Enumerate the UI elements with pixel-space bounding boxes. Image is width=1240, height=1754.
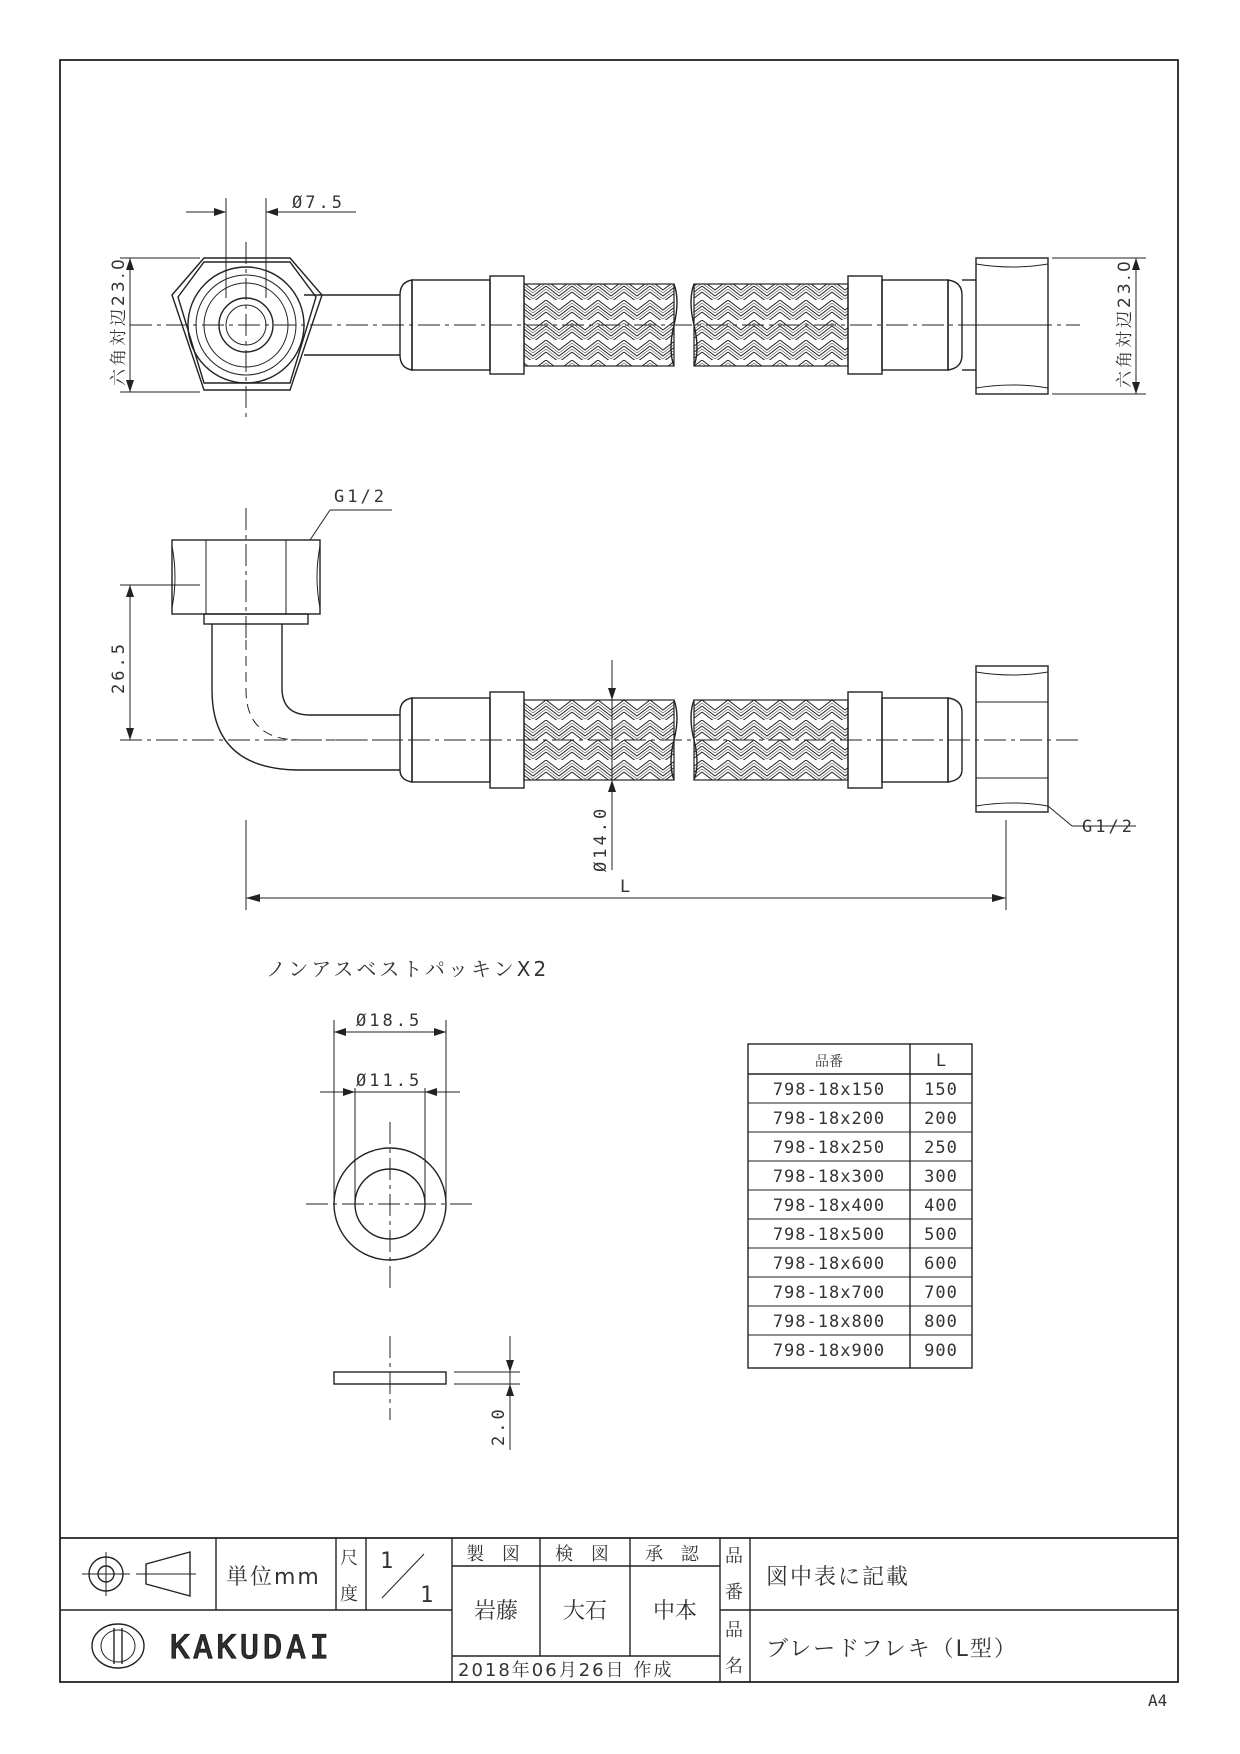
drawn-by: 岩藤 [473,1599,519,1624]
table-cell-part-no: 798-18x300 [772,1167,886,1187]
table-rows [773,1080,958,1361]
table-cell-length: 200 [924,1109,958,1129]
table-cell-part-no: 798-18x600 [772,1254,886,1274]
dim-thread-right: G1/2 [1082,817,1135,837]
part-name-label-1: 品 [725,1620,743,1641]
part-name: ブレードフレキ（L型） [766,1637,1018,1662]
kakudai-logo-icon [92,1624,144,1668]
table-cell-length: 900 [924,1341,958,1361]
approved-label: 承 認 [645,1544,705,1565]
scale-label-1: 尺 [340,1548,358,1569]
table-cell-part-no: 798-18x400 [772,1196,886,1216]
unit-label: 単位mm [226,1565,321,1590]
dim-thread-top: G1/2 [334,487,387,507]
table-cell-length: 150 [924,1080,958,1100]
dim-length: L [620,877,634,897]
dim-hose-dia: Ø14.0 [591,805,611,872]
dim-gasket-inner: Ø11.5 [356,1071,423,1091]
dim-hole-dia: Ø7.5 [292,193,345,213]
checked-label: 検 図 [555,1544,615,1565]
table-cell-part-no: 798-18x250 [772,1138,886,1158]
scale-label-2: 度 [340,1584,358,1605]
table-cell-part-no: 798-18x200 [772,1109,886,1129]
drawn-label: 製 図 [466,1544,526,1565]
part-no-label-1: 品 [725,1546,743,1567]
table-cell-part-no: 798-18x800 [772,1312,886,1332]
table-cell-part-no: 798-18x700 [772,1283,886,1303]
dim-hex-left: 六角対辺23.0 [109,256,129,386]
table-cell-part-no: 798-18x500 [772,1225,886,1245]
scale-den: 1 [420,1583,434,1608]
gasket-label: ノンアスベストパッキンX2 [266,957,550,981]
checked-by: 大石 [562,1599,608,1624]
table-cell-part-no: 798-18x900 [772,1341,886,1361]
approved-by: 中本 [652,1599,698,1624]
dim-gasket-thickness: 2.0 [489,1406,509,1446]
top-view [120,198,1146,418]
dim-hex-right: 六角対辺23.0 [1115,258,1135,388]
scale-num: 1 [380,1549,394,1574]
table-cell-length: 300 [924,1167,958,1187]
table-cell-length: 800 [924,1312,958,1332]
table-cell-length: 400 [924,1196,958,1216]
date-created: 2018年06月26日 作成 [458,1660,674,1681]
part-name-label-2: 名 [725,1656,743,1677]
table-cell-part-no: 798-18x150 [772,1080,886,1100]
table-header-part: 品番 [815,1054,843,1070]
dim-elbow-height: 26.5 [109,641,129,694]
table-cell-length: 700 [924,1283,958,1303]
table-cell-length: 250 [924,1138,958,1158]
part-no-label-2: 番 [725,1582,743,1603]
table-cell-length: 500 [924,1225,958,1245]
paper-size: A4 [1148,1691,1168,1710]
part-no: 図中表に記載 [766,1565,911,1590]
side-view [120,508,1136,910]
company-name: KAKUDAI [170,1628,333,1666]
table-cell-length: 600 [924,1254,958,1274]
table-header-l: L [935,1051,947,1071]
dim-gasket-outer: Ø18.5 [356,1011,423,1031]
